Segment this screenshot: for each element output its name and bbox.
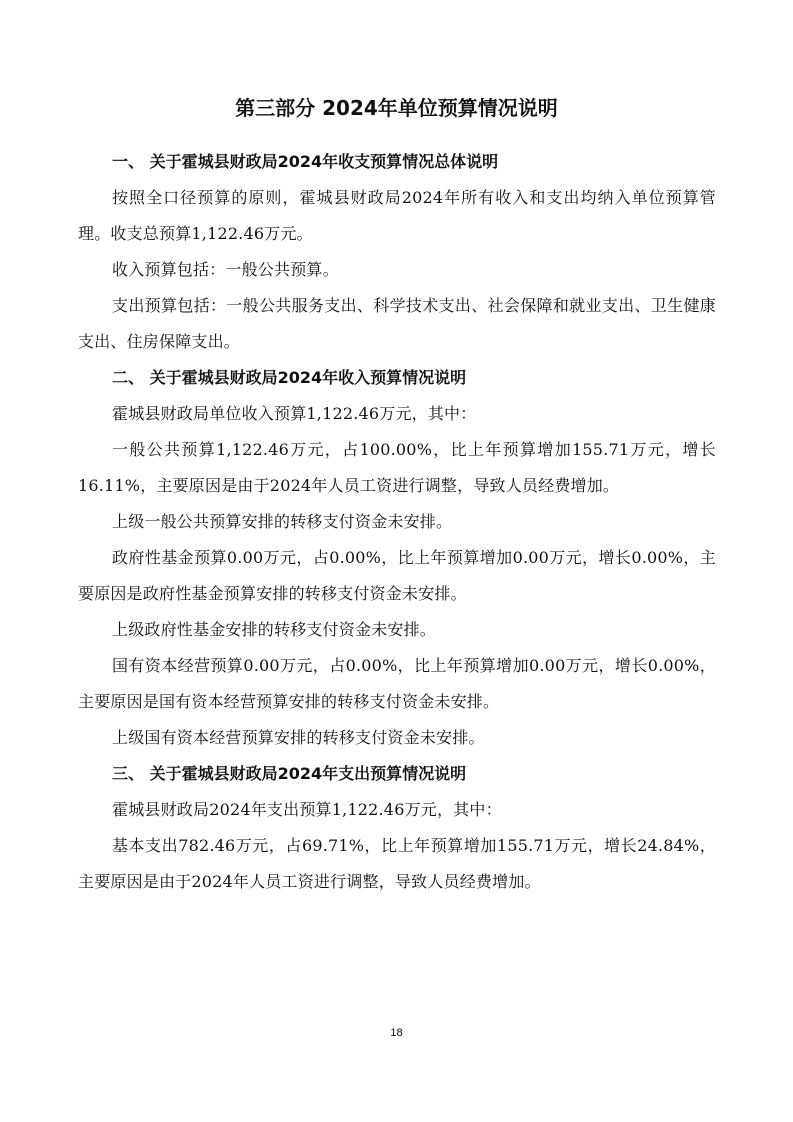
paragraph: 基本支出782.46万元，占69.71%，比上年预算增加155.71万元，增长24.84%，主要原因是由于2024年人员工资进行调整，导致人员经费增加。 [78,836,716,891]
page-title: 第三部分 2024年单位预算情况说明 [235,96,558,120]
paragraph: 按照全口径预算的原则，霍城县财政局2024年所有收入和支出均纳入单位预算管理。收支总预算1,122.46万元。 [78,188,716,243]
page-number: 18 [390,1027,403,1039]
section-heading-1: 一、 关于霍城县财政局2024年收支预算情况总体说明 [112,152,499,171]
paragraph: 上级一般公共预算安排的转移支付资金未安排。 [112,512,453,531]
paragraph: 收入预算包括：一般公共预算。 [112,260,339,279]
paragraph: 国有资本经营预算0.00万元，占0.00%，比上年预算增加0.00万元，增长0.00%，主要原因是国有资本经营预算安排的转移支付资金未安排。 [78,656,716,711]
paragraph: 上级政府性基金安排的转移支付资金未安排。 [112,620,437,639]
section-heading-3: 三、 关于霍城县财政局2024年支出预算情况说明 [112,764,467,783]
paragraph: 霍城县财政局单位收入预算1,122.46万元，其中： [112,404,477,423]
paragraph: 上级国有资本经营预算安排的转移支付资金未安排。 [112,728,485,747]
document-body [78,144,716,900]
paragraph: 霍城县财政局2024年支出预算1,122.46万元，其中： [112,800,502,819]
paragraph: 政府性基金预算0.00万元，占0.00%，比上年预算增加0.00万元，增长0.00%，主要原因是政府性基金预算安排的转移支付资金未安排。 [78,548,716,603]
paragraph: 支出预算包括：一般公共服务支出、科学技术支出、社会保障和就业支出、卫生健康支出、住房保障支出。 [78,296,716,351]
section-heading-2: 二、 关于霍城县财政局2024年收入预算情况说明 [112,368,467,387]
paragraph: 一般公共预算1,122.46万元，占100.00%，比上年预算增加155.71万元，增长16.11%，主要原因是由于2024年人员工资进行调整，导致人员经费增加。 [78,440,716,495]
